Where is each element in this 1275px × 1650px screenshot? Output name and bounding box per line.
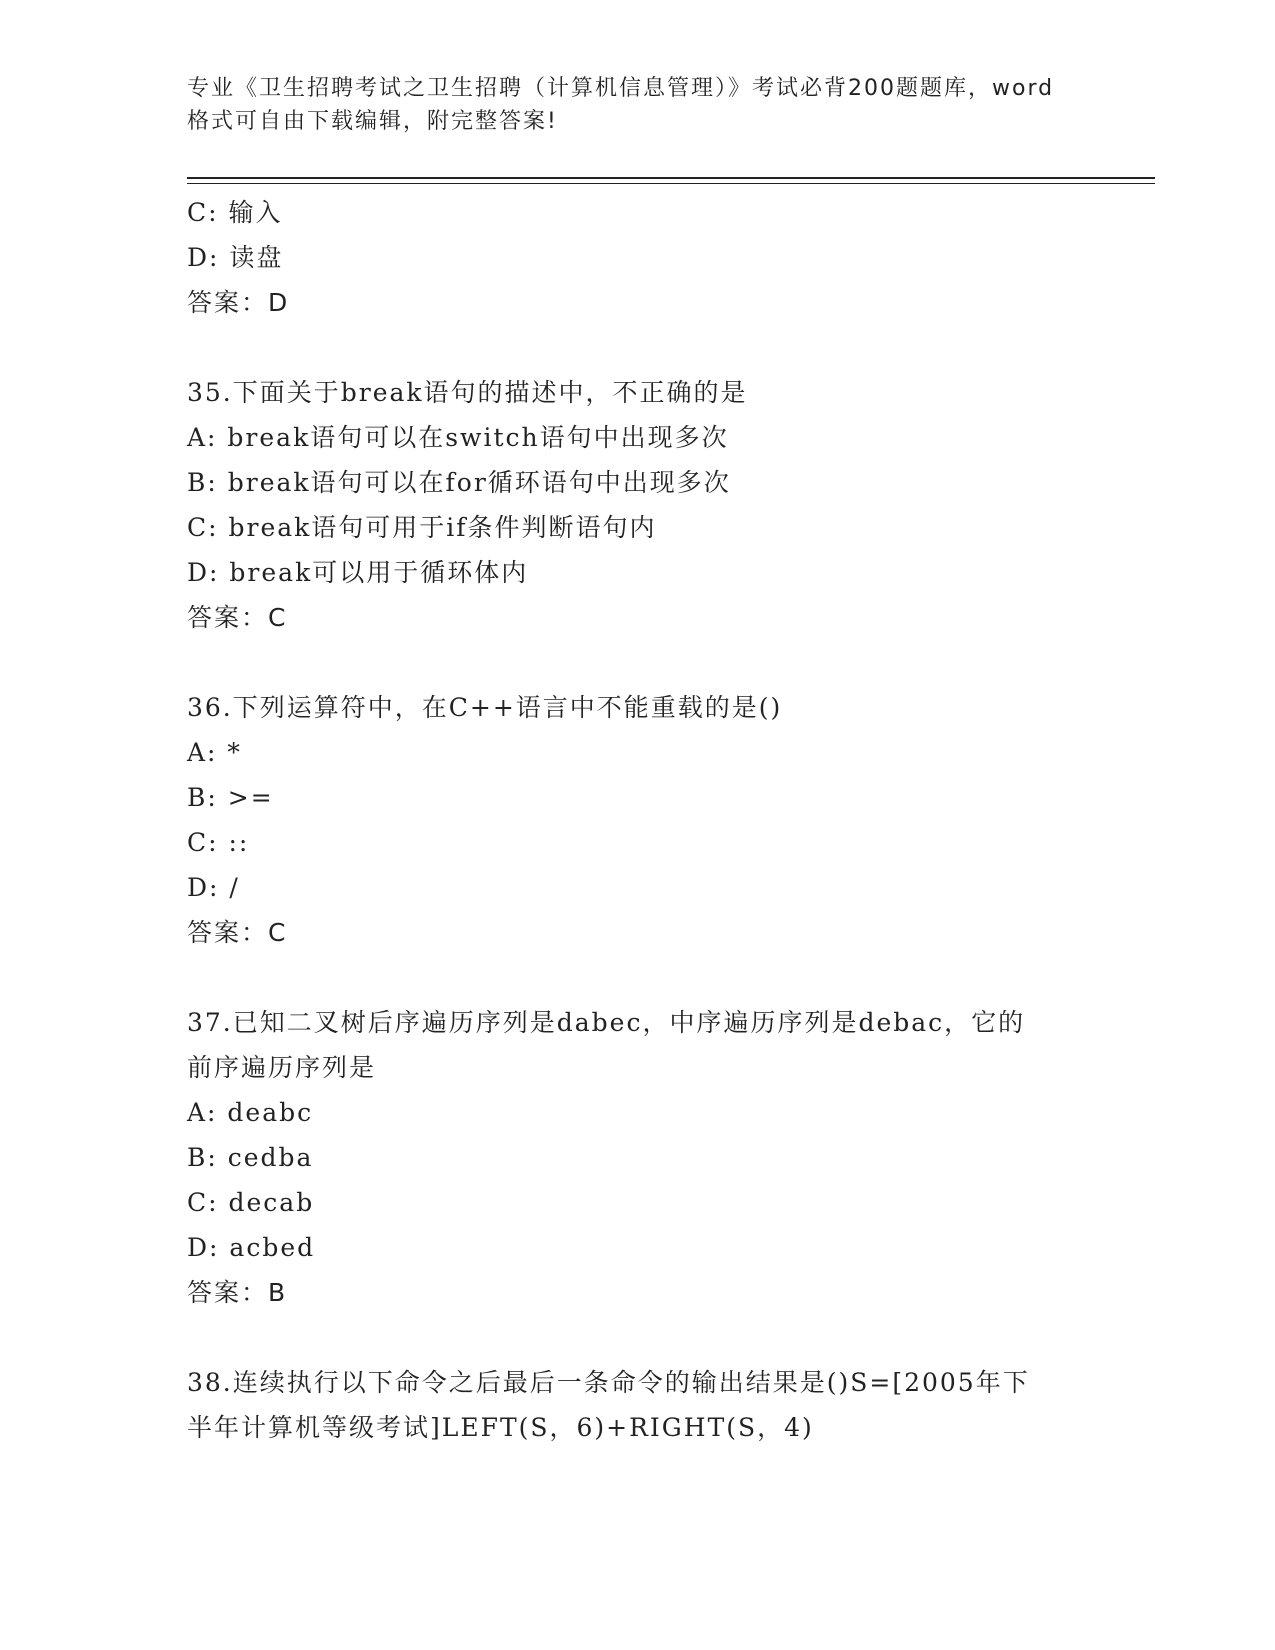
option-a: A: break语句可以在switch语句中出现多次 <box>187 423 729 452</box>
header-rule-thin <box>187 183 1155 184</box>
option-d: D: 读盘 <box>187 243 284 272</box>
header-line-2: 格式可自由下载编辑，附完整答案! <box>187 109 558 134</box>
option-c: C: decab <box>187 1188 315 1217</box>
page-header <box>187 72 1087 138</box>
option-c: C: break语句可用于if条件判断语句内 <box>187 513 657 542</box>
question-title: 38.连续执行以下命令之后最后一条命令的输出结果是()S=[2005年下 <box>187 1368 1030 1397</box>
option-text: 输入 <box>228 198 283 227</box>
option-a: A: * <box>187 738 242 767</box>
spacer <box>187 640 1087 685</box>
header-rule-thick <box>187 177 1155 179</box>
option-d: D: / <box>187 873 240 902</box>
spacer <box>187 955 1087 1000</box>
option-d: D: break可以用于循环体内 <box>187 558 529 587</box>
question-title: 37.已知二叉树后序遍历序列是dabec，中序遍历序列是debac，它的 <box>187 1008 1026 1037</box>
answer-line: 答案：C <box>187 603 288 632</box>
option-label: C <box>187 198 209 227</box>
spacer <box>187 1315 1087 1360</box>
option-c: C: :: <box>187 828 250 857</box>
option-text: 读盘 <box>229 243 284 272</box>
option-label: D <box>187 243 210 272</box>
option-b: B: cedba <box>187 1143 314 1172</box>
question-title: 35.下面关于break语句的描述中，不正确的是 <box>187 378 748 407</box>
document-content <box>187 190 1087 1450</box>
option-a: A: deabc <box>187 1098 314 1127</box>
option-b: B: break语句可以在for循环语句中出现多次 <box>187 468 731 497</box>
answer-line: 答案：C <box>187 918 288 947</box>
spacer <box>187 325 1087 370</box>
option-d: D: acbed <box>187 1233 316 1262</box>
question-title-continued: 半年计算机等级考试]LEFT(S，6)+RIGHT(S，4) <box>187 1413 814 1442</box>
option-b: B: >= <box>187 783 274 812</box>
question-title-continued: 前序遍历序列是 <box>187 1053 377 1082</box>
question-title: 36.下列运算符中，在C++语言中不能重载的是() <box>187 693 783 722</box>
answer-line: 答案：B <box>187 1278 288 1307</box>
answer-line: 答案：D <box>187 288 290 317</box>
option-c: C: 输入 <box>187 198 283 227</box>
header-line-1: 专业《卫生招聘考试之卫生招聘（计算机信息管理）》考试必背200题题库，word <box>187 76 1055 101</box>
